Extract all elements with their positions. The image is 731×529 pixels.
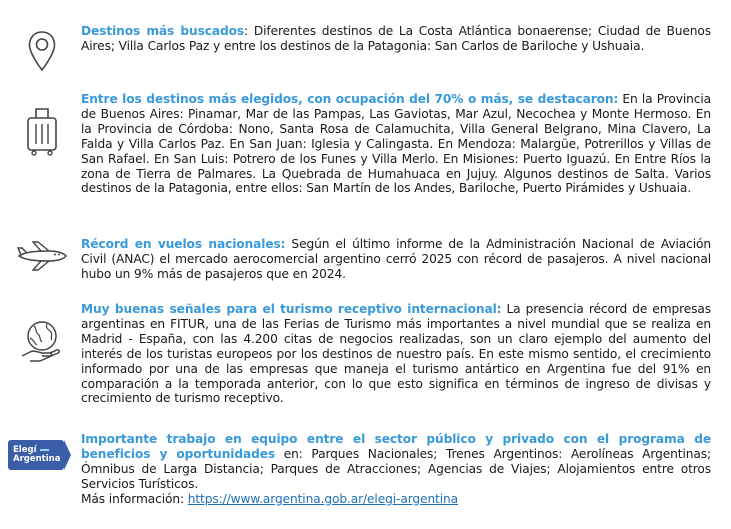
item-heading: Importante trabajo en equipo entre el sector público y privado con el programa de beneficios y oportunidades <box>81 432 711 461</box>
item-heading: Muy buenas señales para el turismo receptivo internacional: <box>81 302 502 316</box>
item-text <box>81 24 711 54</box>
item-body: La presencia récord de empresas argentinas en FITUR, una de las Ferias de Turismo más importantes a nivel mundial que se realiza en Madrid - España, con las 4.200 citas de negocios realizadas, son un claro ejemplo del aumento del interés de los turistas europeos por los destinos de nuestro país. En este mismo sentido, el crecimiento informado por una de las empresas que maneja el turismo antártico en Argentina fue del 91% en comparación a la temporada anterior, con lo que esto significa en términos de ingreso de divisas y crecimiento de turismo receptivo. <box>81 302 712 406</box>
item-text <box>81 432 711 507</box>
globe-hand-icon <box>14 318 70 364</box>
airplane-icon <box>14 240 70 272</box>
more-info-label: Más información: <box>81 491 188 506</box>
item-body: en: Parques Nacionales; Trenes Argentinos: Aerolíneas Argentinas; Ómnibus de Larga Distancia; Parques de Atracciones; Agencias de Viajes; Alojamientos entre otros Servicios Turísticos. <box>81 446 711 491</box>
item-body: : Diferentes destinos de La Costa Atlántica bonaerense; Ciudad de Buenos Aires; Villa Carlos Paz y entre los destinos de la Patagonia: San Carlos de Bariloche y Ushuaia. <box>81 24 711 53</box>
location-pin-icon <box>14 30 70 72</box>
badge-line-2: Argentina <box>13 454 61 464</box>
item-heading: Destinos más buscados <box>81 24 245 38</box>
elegi-argentina-link[interactable]: https://www.argentina.gob.ar/elegi-argentina <box>187 491 459 506</box>
item-body: Según el último informe de la Administración Nacional de Aviación Civil (ANAC) el mercado aerocomercial argentino cerró 2025 con récord de pasajeros. A nivel nacional hubo un 9% más de pasajeros que en 2024. <box>81 237 711 281</box>
item-text <box>81 237 711 282</box>
elegi-argentina-badge <box>8 440 64 470</box>
item-heading: Entre los destinos más elegidos, con ocupación del 70% o más, se destacaron: <box>81 92 619 106</box>
suitcase-icon <box>14 106 70 156</box>
item-body: En la Provincia de Buenos Aires: Pinamar, Mar de las Pampas, Las Gaviotas, Mar Azul, Necochea y Monte Hermoso. En la Provincia de Córdoba: Nono, Santa Rosa de Calamuchita, Villa General Belgrano, Mina Clavero, La Falda y Villa Carlos Paz. En San Juan: Iglesia y Calingasta. En Mendoza: Malargüe, Potrerillos y Villas de San Rafael. En San Luis: Potrero de los Funes y Villa Merlo. En Misiones: Puerto Iguazú. En Entre Ríos la zona de Tierra de Palmares. La Quebrada de Humahuaca en Jujuy. Algunos destinos de Salta. Varios destinos de la Patagonia, entre ellos: San Martín de los Andes, Bariloche, Puerto Pirámides y Ushuaia. <box>81 92 712 196</box>
item-text <box>81 302 711 406</box>
item-heading: Récord en vuelos nacionales: <box>81 237 286 251</box>
badge-line-1: Elegí <box>13 445 37 455</box>
item-text <box>81 92 711 196</box>
